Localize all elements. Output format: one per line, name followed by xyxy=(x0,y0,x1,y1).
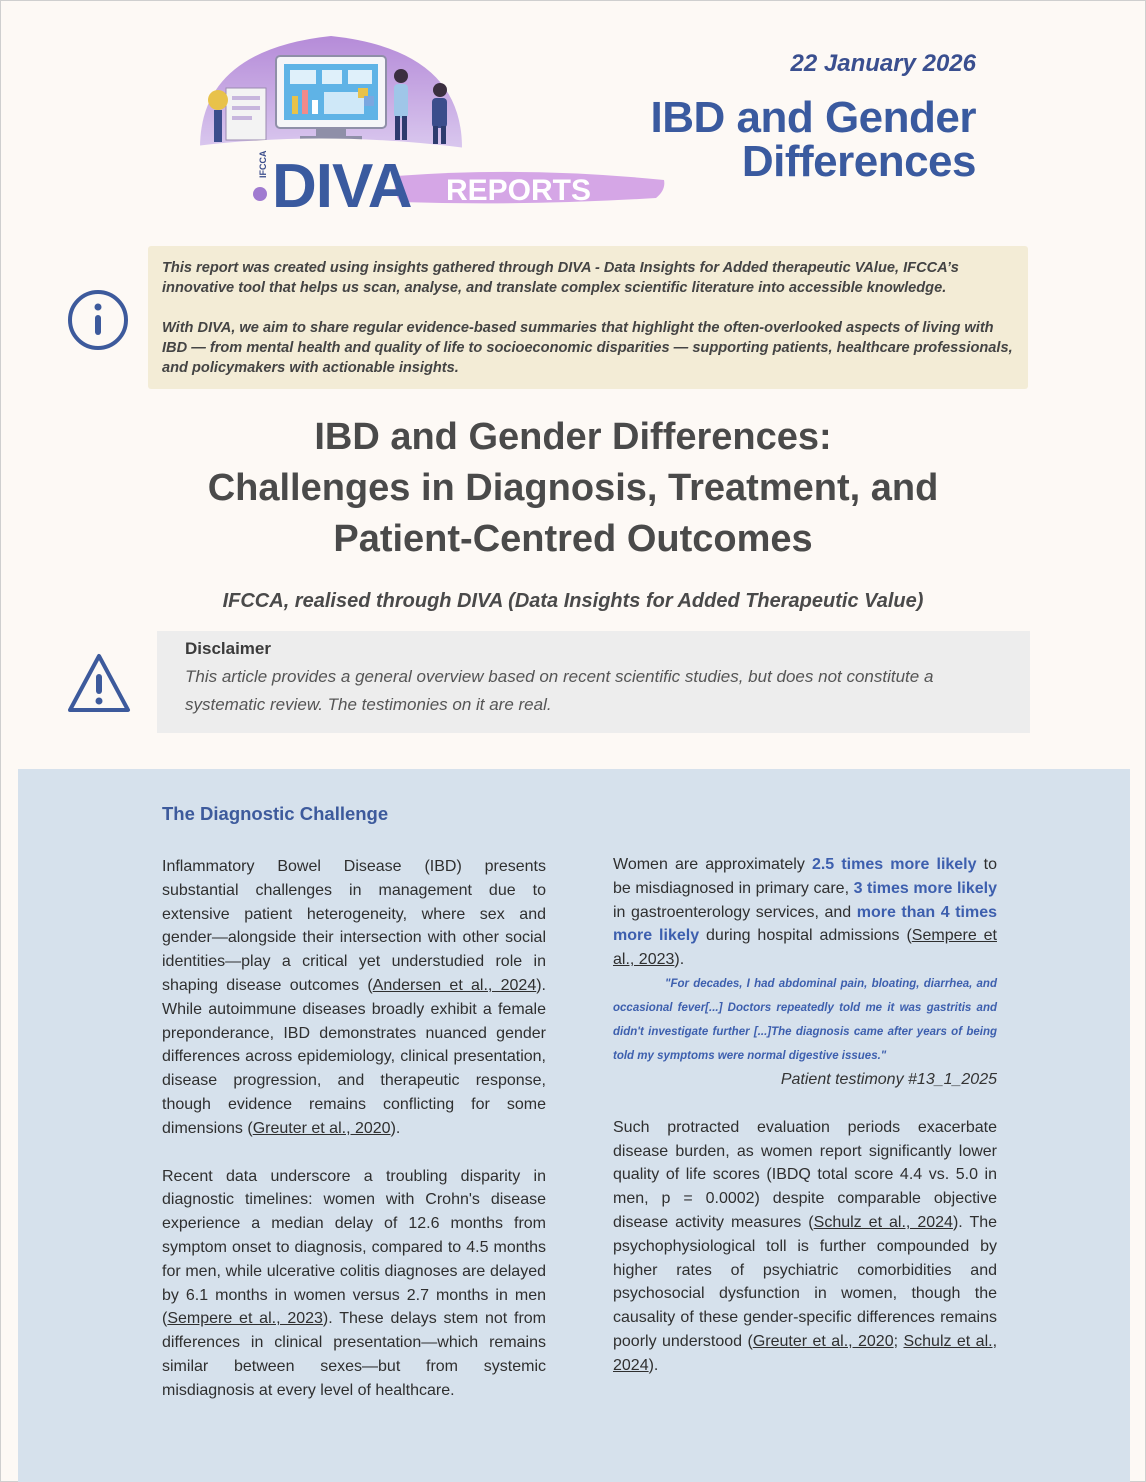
text-run: ). The psychophysiological toll is further compounded by higher rates of psychiatric comorbidities and psychosocial dysfunction in women, though the causality of these gender-specific differences remains poorly understood ( xyxy=(613,1213,998,1350)
quote-attribution: Patient testimony #13_1_2025 xyxy=(780,1070,997,1088)
citation-link[interactable]: Sempere et al., 2023 xyxy=(613,927,997,969)
report-title xyxy=(646,93,976,186)
highlight-stat: more than 4 times more likely xyxy=(613,903,997,945)
info-circle-icon xyxy=(66,288,130,352)
text-run: ). These delays stem not from differences in clinical presentation—which remains similar between sexes—but from systemic misdiagnosis at every level of healthcare. xyxy=(162,1310,547,1399)
warning-triangle-icon xyxy=(66,650,132,716)
logo-org-text: IFCCA xyxy=(258,150,268,178)
logo-name-text: DIVA xyxy=(272,152,412,210)
highlight-stat: 2.5 times more likely xyxy=(811,856,977,873)
disclaimer-box xyxy=(157,631,1030,733)
article-title-line: IBD and Gender Differences: xyxy=(314,416,832,458)
info-paragraph: This report was created using insights gathered through DIVA - Data Insights for Added therapeutic VAlue, IFCCA’s innovative tool that helps us scan, analyse, and translate complex scientific literature into accessible knowledge. xyxy=(162,260,959,296)
article-section xyxy=(18,769,1130,1482)
text-run: ). While autoimmune diseases broadly exhibit a female preponderance, IBD demonstrates nuanced gender differences across epidemiology, clinical presentation, disease progression, and therapeutic response, though evidence remains conflicting for some dimensions ( xyxy=(162,976,546,1137)
citation-link[interactable]: Schulz et al., 2024 xyxy=(613,1332,998,1374)
text-run: ). xyxy=(674,951,685,969)
disclaimer-title: Disclaimer xyxy=(185,639,271,658)
logo-banner-text: REPORTS xyxy=(446,174,592,207)
text-run: Recent data underscore a troubling disparity in diagnostic timelines: women with Crohn's disease experience a median delay of 12.6 months from symptom onset to diagnosis, compared to 4.5 months for men, while ulcerative colitis diagnoses are delayed by 6.1 months in women versus 2.7 months in men ( xyxy=(162,1167,546,1328)
article-title xyxy=(0,412,1146,565)
article-title-line: Patient-Centred Outcomes xyxy=(333,518,813,560)
text-run: during hospital admissions ( xyxy=(699,927,912,945)
text-run: Such protracted evaluation periods exacerbate disease burden, as women report significantly lower quality of life scores (IBDQ total score 4.4 vs. 5.0 in men, p = 0.0002) despite comparable objective disease activity measures ( xyxy=(613,1118,997,1231)
info-notice xyxy=(148,246,1028,389)
right-column xyxy=(613,853,997,1378)
text-run: Women are approximately xyxy=(613,856,812,873)
paragraph xyxy=(613,1116,997,1378)
section-title: The Diagnostic Challenge xyxy=(162,803,389,824)
left-column xyxy=(162,855,546,1403)
disclaimer-text: This article provides a general overview based on recent scientific studies, but does not constitute a systematic review. The testimonies on it are real. xyxy=(185,667,934,714)
text-run: ). xyxy=(390,1119,401,1137)
citation-link[interactable]: Andersen et al., 2024 xyxy=(372,976,537,994)
report-date: 22 January 2026 xyxy=(790,50,976,77)
paragraph xyxy=(162,855,546,1141)
text-run: Inflammatory Bowel Disease (IBD) presents substantial challenges in management due to extensive patient heterogeneity, where sex and gender—alongside their intersection with other social identities—play a critical yet understudied role in shaping disease outcomes ( xyxy=(162,858,546,994)
patient-quote: "For decades, I had abdominal pain, bloating, diarrhea, and occasional fever[...] Doctors repeatedly told me it was gastritis and didn't investigate further [...]The diagnosis came after years of being told my symptoms were normal digestive issues." xyxy=(613,977,997,1062)
citation-link[interactable]: Greuter et al., 2020 xyxy=(752,1332,894,1350)
highlight-stat: 3 times more likely xyxy=(853,879,998,897)
citation-link[interactable]: Greuter et al., 2020 xyxy=(252,1119,391,1137)
text-run: ). xyxy=(648,1356,659,1374)
citation-link[interactable]: Sempere et al., 2023 xyxy=(167,1310,323,1328)
report-title-line2: Differences xyxy=(741,137,976,186)
report-title-line1: IBD and Gender xyxy=(650,93,976,142)
text-run: ; xyxy=(893,1332,904,1350)
article-subtitle: IFCCA, realised through DIVA (Data Insights for Added Therapeutic Value) xyxy=(222,590,924,612)
info-paragraph: With DIVA, we aim to share regular evidence-based summaries that highlight the often-overlooked aspects of living with IBD — from mental health and quality of life to socioeconomic disparities — supporting patients, healthcare professionals, and policymakers with actionable insights. xyxy=(162,320,1013,376)
paragraph xyxy=(162,1165,546,1403)
text-run: in gastroenterology services, and xyxy=(613,903,857,921)
diva-reports-logo xyxy=(196,30,666,210)
article-title-line: Challenges in Diagnosis, Treatment, and xyxy=(207,467,939,509)
text-run: to be misdiagnosed in primary care, xyxy=(613,856,998,897)
report-header xyxy=(646,50,976,184)
paragraph xyxy=(613,853,997,972)
citation-link[interactable]: Schulz et al., 2024 xyxy=(813,1213,953,1231)
